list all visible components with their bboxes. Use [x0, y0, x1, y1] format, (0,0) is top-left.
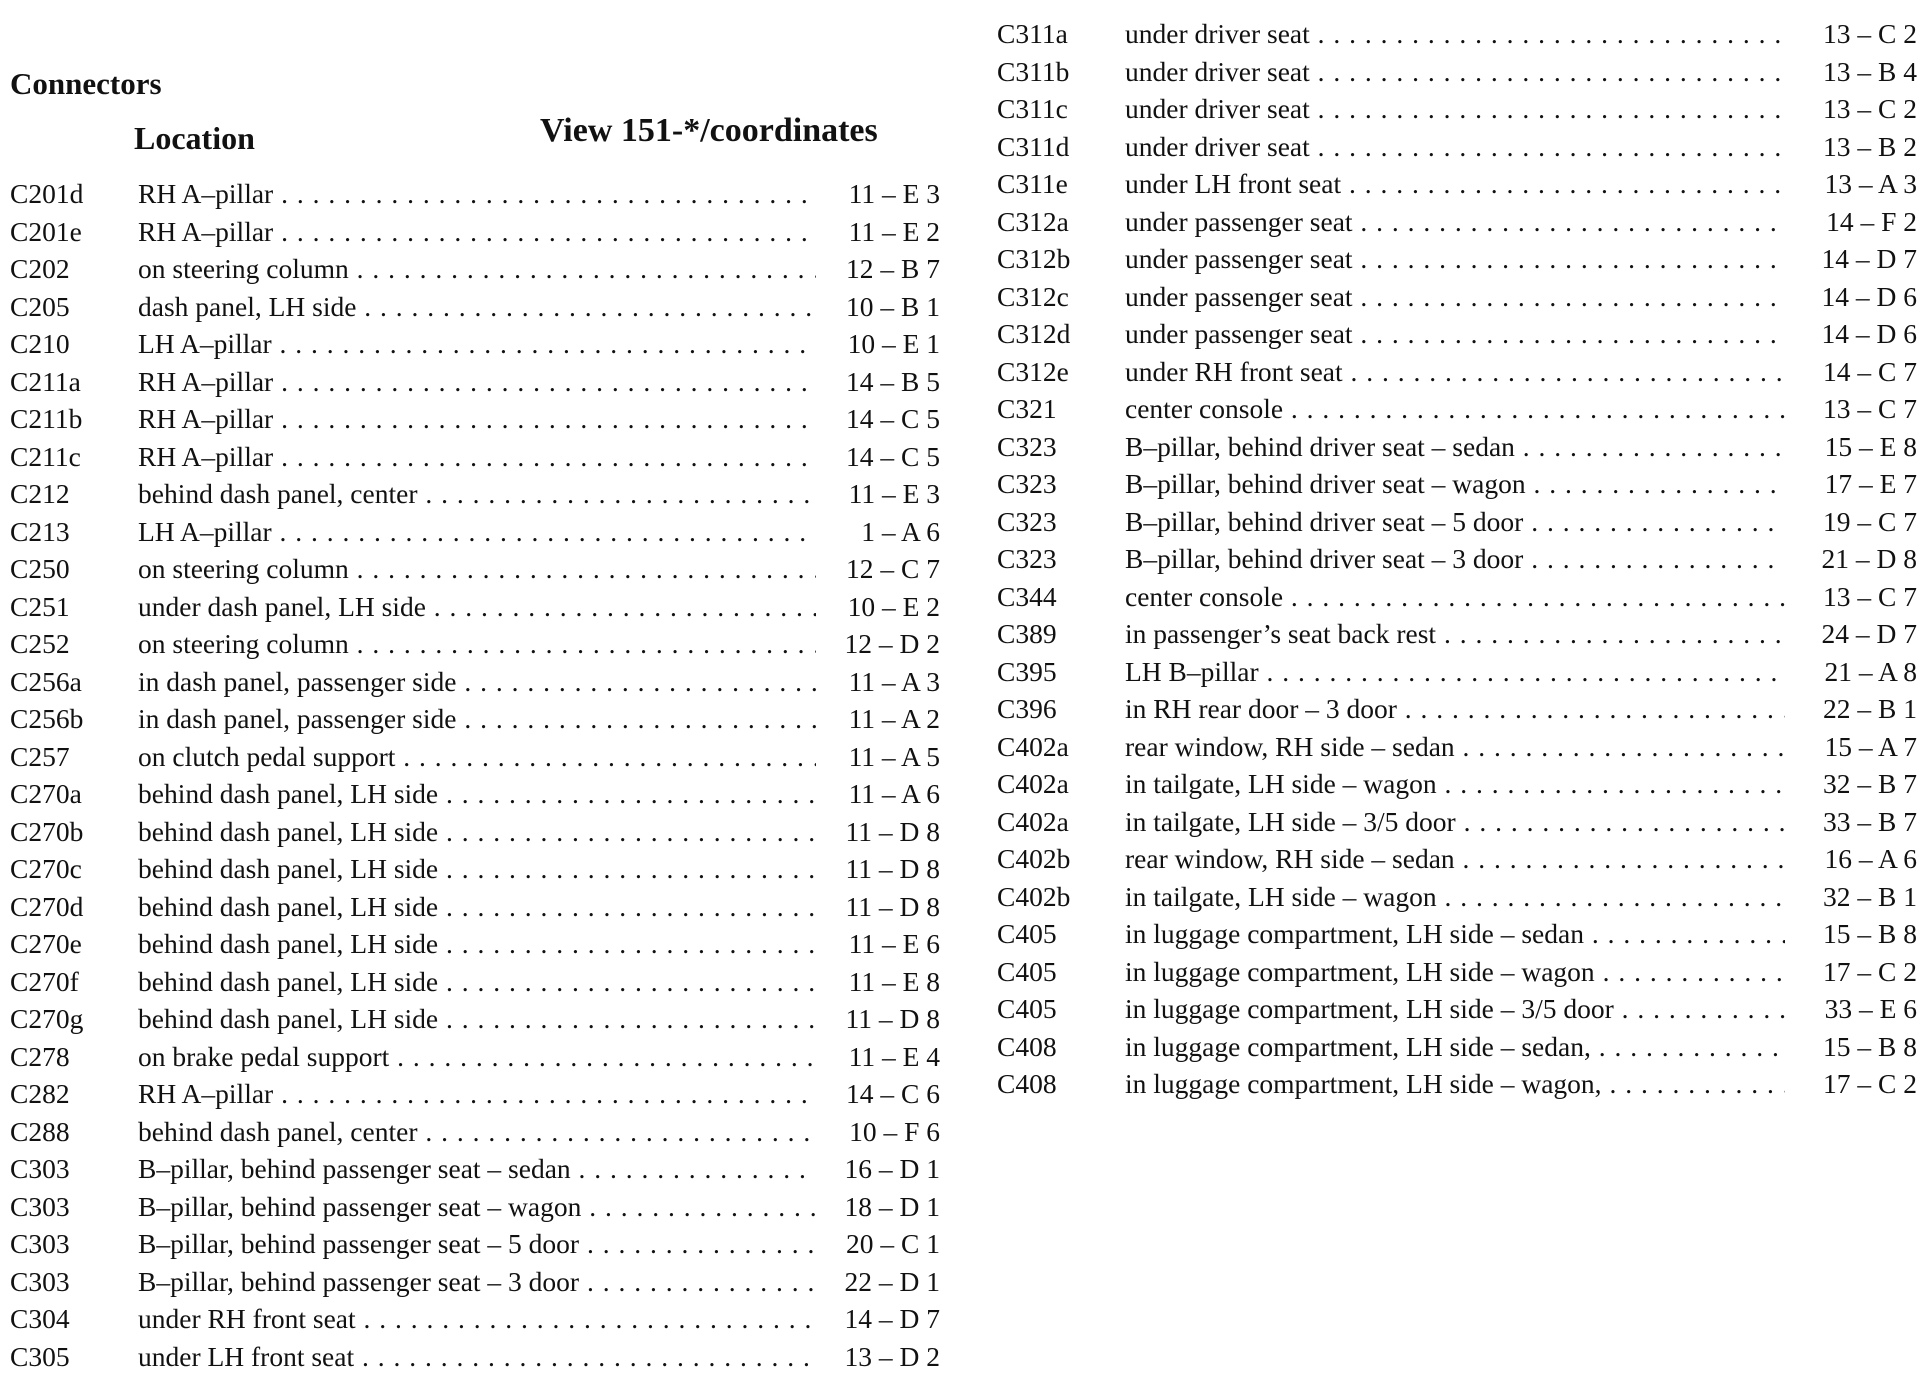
connector-row: [10, 363, 940, 400]
connector-id: C212: [10, 478, 70, 509]
connector-row: [10, 888, 940, 925]
connector-row: [997, 878, 1917, 915]
connector-id: C270c: [10, 853, 82, 884]
connector-coordinates: 11 – D 8: [845, 1003, 940, 1034]
connector-coordinates: 13 – D 2: [844, 1340, 940, 1372]
connector-coordinates: 24 – D 7: [1821, 618, 1917, 649]
connector-coordinates: 17 – C 2: [1823, 955, 1917, 987]
connector-location: B–pillar, behind passenger seat – sedan . . .: [138, 1150, 816, 1187]
connector-location: behind dash panel, LH side . . .: [138, 850, 816, 887]
connector-coordinates: 1 – A 6: [861, 515, 940, 547]
connector-coordinates: 12 – D 2: [844, 628, 940, 659]
connector-id: C405: [997, 955, 1057, 987]
connector-id: C312a: [997, 205, 1069, 237]
connector-row: [997, 465, 1917, 502]
connector-id: C270e: [10, 928, 82, 959]
connector-coordinates: 14 – D 6: [1821, 280, 1917, 312]
connector-row: [997, 728, 1917, 765]
connector-id: C321: [997, 393, 1057, 424]
connector-coordinates: 14 – C 7: [1823, 355, 1917, 387]
connector-id: C311b: [997, 55, 1070, 87]
connector-row: [997, 803, 1917, 840]
connector-location: under driver seat . . .: [1125, 15, 1785, 52]
connector-coordinates: 11 – D 8: [845, 853, 940, 884]
connector-id: C303: [10, 1190, 70, 1222]
connector-id: C405: [997, 993, 1057, 1024]
connector-id: C251: [10, 590, 70, 622]
connector-coordinates: 17 – E 7: [1824, 468, 1917, 499]
connector-row: [997, 765, 1917, 802]
connector-row: [10, 813, 940, 850]
connector-row: [997, 690, 1917, 727]
connector-location: behind dash panel, center . . .: [138, 1113, 816, 1150]
connector-location: in tailgate, LH side – 3/5 door . . .: [1125, 803, 1785, 840]
connector-row: [10, 963, 940, 1000]
connector-location: RH A–pillar . . .: [138, 363, 816, 400]
connector-row: [10, 1000, 940, 1037]
connector-id: C303: [10, 1228, 70, 1259]
connector-coordinates: 10 – B 1: [846, 290, 940, 322]
connector-id: C270f: [10, 965, 79, 997]
connector-id: C305: [10, 1340, 70, 1372]
location-column-header: Location: [134, 120, 255, 156]
connector-coordinates: 13 – A 3: [1824, 168, 1917, 199]
connector-id: C270b: [10, 815, 84, 847]
connector-coordinates: 13 – C 2: [1823, 93, 1917, 124]
connector-row: [10, 925, 940, 962]
connector-row: [10, 1300, 940, 1337]
connector-id: C344: [997, 580, 1057, 612]
connector-id: C256a: [10, 665, 82, 697]
connector-id: C323: [997, 505, 1057, 537]
connector-location: B–pillar, behind driver seat – 5 door . . .: [1125, 503, 1785, 540]
connector-location: under passenger seat . . .: [1125, 240, 1785, 277]
connector-location: under driver seat . . .: [1125, 53, 1785, 90]
connector-row: [10, 775, 940, 812]
connector-location: under driver seat . . .: [1125, 128, 1785, 165]
connector-location: B–pillar, behind passenger seat – wagon . . .: [138, 1188, 816, 1225]
connector-row: [997, 128, 1917, 165]
connector-coordinates: 14 – F 2: [1826, 205, 1917, 237]
connector-row: [997, 953, 1917, 990]
connector-row: [997, 428, 1917, 465]
connector-coordinates: 10 – F 6: [849, 1115, 940, 1147]
connector-location: under RH front seat . . .: [1125, 353, 1785, 390]
connector-location: B–pillar, behind driver seat – 3 door . . .: [1125, 540, 1785, 577]
connector-row: [997, 503, 1917, 540]
connector-row: [997, 840, 1917, 877]
connector-location: under passenger seat . . .: [1125, 203, 1785, 240]
connector-coordinates: 13 – C 7: [1823, 580, 1917, 612]
connector-coordinates: 20 – C 1: [846, 1228, 940, 1259]
connector-location: B–pillar, behind passenger seat – 5 door . . .: [138, 1225, 816, 1262]
connector-row: [997, 15, 1917, 52]
connector-id: C256b: [10, 703, 84, 734]
connector-coordinates: 15 – E 8: [1824, 430, 1917, 462]
connector-location: behind dash panel, LH side . . .: [138, 888, 816, 925]
connector-row: [10, 1113, 940, 1150]
connector-coordinates: 15 – B 8: [1823, 1030, 1917, 1062]
connector-coordinates: 11 – E 6: [848, 928, 940, 959]
connector-location: on clutch pedal support . . .: [138, 738, 816, 775]
connector-location: center console . . .: [1125, 578, 1785, 615]
connector-coordinates: 11 – E 3: [848, 178, 940, 209]
connector-id: C211c: [10, 440, 81, 472]
connector-row: [10, 1338, 940, 1375]
connector-row: [10, 1150, 940, 1187]
connector-id: C402b: [997, 843, 1071, 874]
connector-location: in luggage compartment, LH side – sedan, . . .: [1125, 1028, 1785, 1065]
connector-id: C389: [997, 618, 1057, 649]
connector-coordinates: 14 – D 7: [844, 1303, 940, 1334]
connector-row: [10, 1075, 940, 1112]
connector-row: [997, 203, 1917, 240]
connector-id: C311d: [997, 130, 1070, 162]
connector-location: RH A–pillar . . .: [138, 438, 816, 475]
connector-coordinates: 11 – A 6: [848, 778, 940, 809]
connector-id: C288: [10, 1115, 70, 1147]
connector-id: C270d: [10, 890, 84, 922]
connector-location: in RH rear door – 3 door . . .: [1125, 690, 1785, 727]
connector-location: in luggage compartment, LH side – wagon . . .: [1125, 953, 1785, 990]
connector-id: C270g: [10, 1003, 84, 1034]
connector-id: C323: [997, 468, 1057, 499]
connector-id: C402a: [997, 730, 1069, 762]
connector-coordinates: 15 – A 7: [1824, 730, 1917, 762]
connector-coordinates: 13 – B 4: [1823, 55, 1917, 87]
connector-location: behind dash panel, LH side . . .: [138, 1000, 816, 1037]
connector-coordinates: 21 – A 8: [1824, 655, 1917, 687]
connector-coordinates: 11 – A 3: [848, 665, 940, 697]
connector-id: C205: [10, 290, 70, 322]
connector-row: [10, 475, 940, 512]
connector-coordinates: 11 – E 8: [848, 965, 940, 997]
connector-row: [997, 578, 1917, 615]
connector-location: under passenger seat . . .: [1125, 315, 1785, 352]
connector-location: B–pillar, behind passenger seat – 3 door . . .: [138, 1263, 816, 1300]
connector-row: [997, 315, 1917, 352]
connector-coordinates: 10 – E 2: [847, 590, 940, 622]
connector-row: [10, 175, 940, 212]
connector-id: C396: [997, 693, 1057, 724]
connector-id: C303: [10, 1153, 70, 1184]
connector-coordinates: 11 – A 2: [848, 703, 940, 734]
connector-location: B–pillar, behind driver seat – sedan . . .: [1125, 428, 1785, 465]
connector-location: under dash panel, LH side . . .: [138, 588, 816, 625]
connector-location: on steering column . . .: [138, 625, 816, 662]
connector-location: in dash panel, passenger side . . .: [138, 700, 816, 737]
connector-coordinates: 11 – E 4: [848, 1040, 940, 1072]
connector-row: [10, 1188, 940, 1225]
view-coordinates-column-header: View 151-*/coordinates: [540, 112, 878, 149]
connector-coordinates: 33 – E 6: [1824, 993, 1917, 1024]
connector-coordinates: 18 – D 1: [844, 1190, 940, 1222]
connector-id: C304: [10, 1303, 70, 1334]
connector-coordinates: 12 – C 7: [846, 553, 940, 584]
connector-coordinates: 21 – D 8: [1821, 543, 1917, 574]
connector-coordinates: 11 – A 5: [848, 740, 940, 772]
connector-coordinates: 32 – B 1: [1823, 880, 1917, 912]
connector-id: C213: [10, 515, 70, 547]
connector-row: [10, 250, 940, 287]
connector-row: [10, 1263, 940, 1300]
connector-coordinates: 14 – D 7: [1821, 243, 1917, 274]
connector-location: on brake pedal support . . .: [138, 1038, 816, 1075]
connector-id: C402a: [997, 768, 1069, 799]
connector-id: C211a: [10, 365, 81, 397]
connector-coordinates: 32 – B 7: [1823, 768, 1917, 799]
connector-coordinates: 33 – B 7: [1823, 805, 1917, 837]
connector-row: [997, 53, 1917, 90]
connector-row: [10, 663, 940, 700]
connector-id: C312d: [997, 318, 1071, 349]
connector-row: [10, 213, 940, 250]
connector-row: [10, 288, 940, 325]
connector-id: C257: [10, 740, 70, 772]
connector-coordinates: 14 – B 5: [846, 365, 940, 397]
connector-coordinates: 13 – B 2: [1823, 130, 1917, 162]
connector-coordinates: 11 – D 8: [845, 815, 940, 847]
connector-row: [997, 278, 1917, 315]
connector-coordinates: 11 – E 3: [848, 478, 940, 509]
connector-coordinates: 14 – D 6: [1821, 318, 1917, 349]
connector-location: dash panel, LH side . . .: [138, 288, 816, 325]
connector-row: [997, 653, 1917, 690]
connector-row: [10, 625, 940, 662]
connector-location: in luggage compartment, LH side – sedan . . .: [1125, 915, 1785, 952]
connector-coordinates: 13 – C 7: [1823, 393, 1917, 424]
connector-row: [997, 390, 1917, 427]
connector-coordinates: 14 – C 6: [846, 1078, 940, 1109]
connector-row: [10, 1225, 940, 1262]
connector-location: RH A–pillar . . .: [138, 175, 816, 212]
connector-location: B–pillar, behind driver seat – wagon . . .: [1125, 465, 1785, 502]
connector-coordinates: 11 – E 2: [848, 215, 940, 247]
connector-id: C303: [10, 1265, 70, 1297]
connector-row: [10, 1038, 940, 1075]
connector-row: [10, 325, 940, 362]
connector-id: C402b: [997, 880, 1071, 912]
connector-coordinates: 16 – A 6: [1824, 843, 1917, 874]
connector-location: behind dash panel, center . . .: [138, 475, 816, 512]
connector-location: under LH front seat . . .: [1125, 165, 1785, 202]
connector-id: C210: [10, 328, 70, 359]
connector-coordinates: 22 – B 1: [1823, 693, 1917, 724]
connector-location: in luggage compartment, LH side – 3/5 door . . .: [1125, 990, 1785, 1027]
connector-id: C405: [997, 918, 1057, 949]
connector-location: in dash panel, passenger side . . .: [138, 663, 816, 700]
connector-row: [10, 438, 940, 475]
connector-location: on steering column . . .: [138, 550, 816, 587]
connector-id: C408: [997, 1030, 1057, 1062]
connector-row: [997, 990, 1917, 1027]
connector-row: [997, 915, 1917, 952]
connector-location: in tailgate, LH side – wagon . . .: [1125, 765, 1785, 802]
connector-coordinates: 17 – C 2: [1823, 1068, 1917, 1099]
connector-id: C282: [10, 1078, 70, 1109]
connector-id: C323: [997, 430, 1057, 462]
connector-location: under LH front seat . . .: [138, 1338, 816, 1375]
connector-id: C211b: [10, 403, 83, 434]
connector-location: behind dash panel, LH side . . .: [138, 813, 816, 850]
connector-coordinates: 14 – C 5: [846, 403, 940, 434]
connector-id: C311e: [997, 168, 1068, 199]
connector-location: in luggage compartment, LH side – wagon, . . .: [1125, 1065, 1785, 1102]
connector-id: C312e: [997, 355, 1069, 387]
connector-location: on steering column . . .: [138, 250, 816, 287]
connector-row: [997, 165, 1917, 202]
connector-location: under passenger seat . . .: [1125, 278, 1785, 315]
connector-row: [997, 540, 1917, 577]
connector-location: RH A–pillar . . .: [138, 1075, 816, 1112]
connector-location: behind dash panel, LH side . . .: [138, 775, 816, 812]
connector-id: C408: [997, 1068, 1057, 1099]
connector-location: center console . . .: [1125, 390, 1785, 427]
connector-location: RH A–pillar . . .: [138, 213, 816, 250]
connector-coordinates: 11 – D 8: [845, 890, 940, 922]
page-title: Connectors: [10, 66, 162, 101]
connector-location: RH A–pillar . . .: [138, 400, 816, 437]
connector-location: behind dash panel, LH side . . .: [138, 963, 816, 1000]
connector-id: C202: [10, 253, 70, 284]
connector-coordinates: 19 – C 7: [1823, 505, 1917, 537]
connector-id: C323: [997, 543, 1057, 574]
connector-row: [10, 738, 940, 775]
connector-row: [10, 700, 940, 737]
connector-id: C395: [997, 655, 1057, 687]
connector-coordinates: 12 – B 7: [846, 253, 940, 284]
connector-coordinates: 16 – D 1: [844, 1153, 940, 1184]
connector-id: C252: [10, 628, 70, 659]
connector-id: C270a: [10, 778, 82, 809]
connector-row: [997, 1065, 1917, 1102]
connector-row: [10, 513, 940, 550]
connector-row: [997, 615, 1917, 652]
connector-id: C312b: [997, 243, 1071, 274]
connector-location: under driver seat . . .: [1125, 90, 1785, 127]
connector-id: C250: [10, 553, 70, 584]
connector-location: rear window, RH side – sedan . . .: [1125, 840, 1785, 877]
connector-row: [10, 588, 940, 625]
connector-location: under RH front seat . . .: [138, 1300, 816, 1337]
connector-row: [10, 400, 940, 437]
connector-location: LH B–pillar . . .: [1125, 653, 1785, 690]
connector-location: in tailgate, LH side – wagon . . .: [1125, 878, 1785, 915]
connector-row: [997, 240, 1917, 277]
connector-row: [997, 353, 1917, 390]
connector-id: C312c: [997, 280, 1069, 312]
connector-id: C278: [10, 1040, 70, 1072]
connector-row: [10, 550, 940, 587]
connector-location: rear window, RH side – sedan . . .: [1125, 728, 1785, 765]
connector-coordinates: 13 – C 2: [1823, 18, 1917, 49]
connector-coordinates: 10 – E 1: [847, 328, 940, 359]
connector-id: C311a: [997, 18, 1068, 49]
connector-coordinates: 14 – C 5: [846, 440, 940, 472]
connector-id: C201d: [10, 178, 84, 209]
connector-row: [997, 90, 1917, 127]
connector-id: C402a: [997, 805, 1069, 837]
connector-location: LH A–pillar . . .: [138, 325, 816, 362]
connector-row: [997, 1028, 1917, 1065]
connector-coordinates: 22 – D 1: [844, 1265, 940, 1297]
connector-location: in passenger’s seat back rest . . .: [1125, 615, 1785, 652]
connector-location: LH A–pillar . . .: [138, 513, 816, 550]
connector-row: [10, 850, 940, 887]
connector-location: behind dash panel, LH side . . .: [138, 925, 816, 962]
connector-id: C201e: [10, 215, 82, 247]
connector-coordinates: 15 – B 8: [1823, 918, 1917, 949]
connector-id: C311c: [997, 93, 1068, 124]
